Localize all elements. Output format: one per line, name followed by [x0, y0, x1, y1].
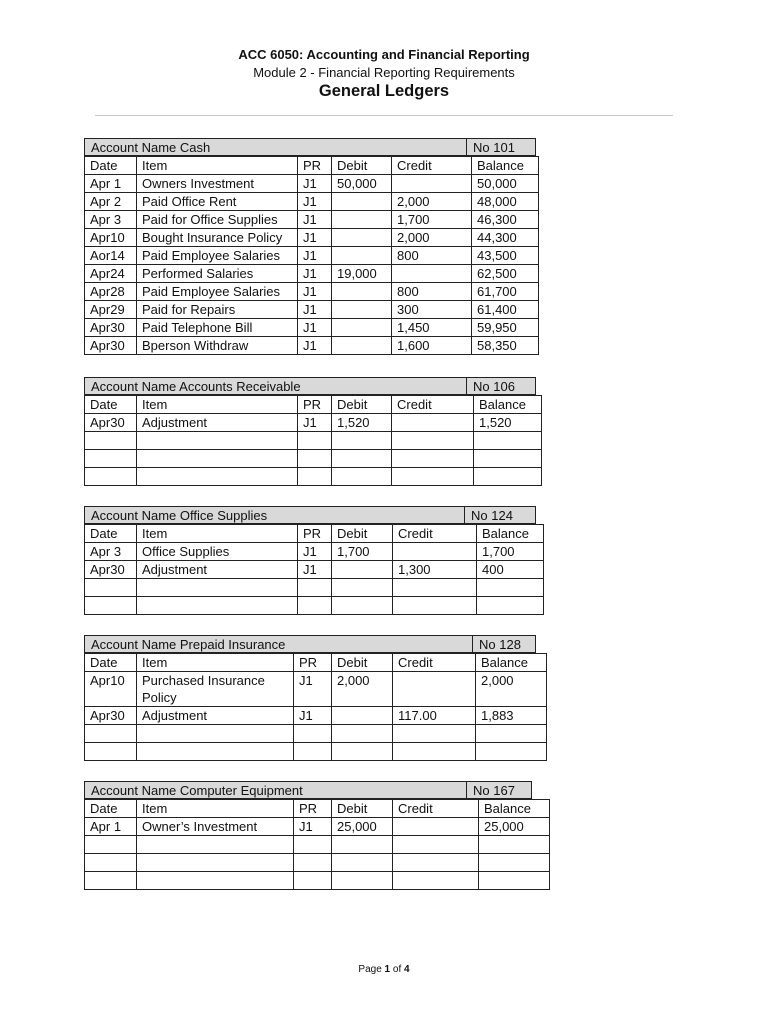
- cell-debit: [332, 872, 393, 890]
- column-header-debit: Debit: [332, 157, 392, 175]
- column-header-balance: Balance: [479, 800, 550, 818]
- cell-balance: 1,700: [477, 543, 544, 561]
- account-name: Account Name Accounts Receivable: [84, 377, 467, 395]
- table-row: [85, 468, 542, 486]
- account-number: No 128: [472, 635, 536, 653]
- table-row: [85, 265, 539, 283]
- cell-credit: [393, 672, 476, 707]
- column-header-balance: Balance: [476, 654, 547, 672]
- cell-item: [137, 579, 298, 597]
- cell-pr: [298, 432, 332, 450]
- cell-balance: 25,000: [479, 818, 550, 836]
- cell-pr: J1: [298, 175, 332, 193]
- ledger-table: [84, 524, 544, 615]
- cell-item: Office Supplies: [137, 543, 298, 561]
- cell-balance: 50,000: [472, 175, 539, 193]
- cell-balance: [476, 725, 547, 743]
- cell-credit: 300: [392, 301, 472, 319]
- table-row: [85, 872, 550, 890]
- cell-item: [137, 854, 294, 872]
- cell-balance: 58,350: [472, 337, 539, 355]
- cell-pr: J1: [294, 672, 332, 707]
- cell-credit: 800: [392, 247, 472, 265]
- cell-date: [85, 743, 137, 761]
- cell-credit: [392, 468, 474, 486]
- cell-item: Bperson Withdraw: [137, 337, 298, 355]
- cell-item: Performed Salaries: [137, 265, 298, 283]
- account-name: Account Name Office Supplies: [84, 506, 467, 524]
- cell-item: Adjustment: [137, 707, 294, 725]
- cell-date: Apr30: [85, 707, 137, 725]
- table-row: [85, 579, 544, 597]
- table-row: [85, 597, 544, 615]
- cell-credit: [392, 175, 472, 193]
- column-header-credit: Credit: [393, 525, 477, 543]
- cell-balance: 59,950: [472, 319, 539, 337]
- cell-date: Apr28: [85, 283, 137, 301]
- cell-debit: [332, 432, 392, 450]
- cell-date: Apr 3: [85, 543, 137, 561]
- column-header-date: Date: [85, 157, 137, 175]
- cell-item: [137, 432, 298, 450]
- account-number: No 124: [464, 506, 536, 524]
- account-name: Account Name Computer Equipment: [84, 781, 467, 799]
- cell-item: Owner’s Investment: [137, 818, 294, 836]
- cell-pr: J1: [298, 247, 332, 265]
- cell-balance: [479, 854, 550, 872]
- cell-date: Apr30: [85, 319, 137, 337]
- column-header-row: [85, 654, 547, 672]
- table-row: [85, 707, 547, 725]
- cell-balance: [474, 432, 542, 450]
- cell-credit: [393, 872, 479, 890]
- table-row: [85, 836, 550, 854]
- cell-credit: [393, 579, 477, 597]
- cell-pr: J1: [298, 211, 332, 229]
- cell-pr: J1: [298, 561, 332, 579]
- cell-debit: 25,000: [332, 818, 393, 836]
- cell-credit: [393, 818, 479, 836]
- page-title: General Ledgers: [318, 82, 450, 100]
- cell-date: Apr24: [85, 265, 137, 283]
- column-header-item: Item: [137, 157, 298, 175]
- cell-debit: [332, 579, 393, 597]
- account-header: [84, 506, 544, 524]
- column-header-balance: Balance: [472, 157, 539, 175]
- cell-pr: [298, 468, 332, 486]
- cell-item: Adjustment: [137, 561, 298, 579]
- ledger-1: [84, 377, 542, 486]
- cell-credit: [392, 414, 474, 432]
- cell-pr: J1: [298, 301, 332, 319]
- column-header-date: Date: [85, 800, 137, 818]
- cell-balance: [477, 579, 544, 597]
- account-header: [84, 138, 539, 156]
- column-header-row: [85, 800, 550, 818]
- cell-item: [137, 597, 298, 615]
- cell-debit: [332, 247, 392, 265]
- cell-pr: J1: [294, 818, 332, 836]
- cell-date: Apr30: [85, 337, 137, 355]
- cell-item: Paid Office Rent: [137, 193, 298, 211]
- cell-pr: J1: [294, 707, 332, 725]
- cell-item: [137, 743, 294, 761]
- cell-balance: [476, 743, 547, 761]
- cell-item: [137, 872, 294, 890]
- column-header-row: [85, 525, 544, 543]
- account-header: [84, 377, 542, 395]
- cell-debit: [332, 597, 393, 615]
- ledger-2: [84, 506, 544, 615]
- cell-balance: 44,300: [472, 229, 539, 247]
- cell-credit: [393, 836, 479, 854]
- column-header-debit: Debit: [332, 654, 393, 672]
- table-row: [85, 432, 542, 450]
- cell-debit: 50,000: [332, 175, 392, 193]
- cell-credit: [393, 725, 476, 743]
- cell-item: Owners Investment: [137, 175, 298, 193]
- cell-credit: 800: [392, 283, 472, 301]
- cell-credit: [392, 432, 474, 450]
- cell-item: Paid Telephone Bill: [137, 319, 298, 337]
- cell-balance: 1,520: [474, 414, 542, 432]
- cell-item: [137, 836, 294, 854]
- table-row: [85, 725, 547, 743]
- page-word: Page: [358, 964, 382, 975]
- table-row: [85, 818, 550, 836]
- ledger-4: [84, 781, 550, 890]
- cell-date: Apr30: [85, 561, 137, 579]
- table-row: [85, 283, 539, 301]
- column-header-credit: Credit: [393, 654, 476, 672]
- column-header-row: [85, 396, 542, 414]
- cell-debit: 1,520: [332, 414, 392, 432]
- table-row: [85, 337, 539, 355]
- table-row: [85, 193, 539, 211]
- cell-credit: 2,000: [392, 193, 472, 211]
- table-row: [85, 175, 539, 193]
- cell-debit: [332, 301, 392, 319]
- header-divider: [95, 115, 673, 116]
- cell-credit: 1,450: [392, 319, 472, 337]
- ledger-table: [84, 653, 547, 761]
- cell-pr: J1: [298, 319, 332, 337]
- cell-item: Paid for Repairs: [137, 301, 298, 319]
- cell-credit: [393, 543, 477, 561]
- table-row: [85, 211, 539, 229]
- account-number: No 101: [466, 138, 536, 156]
- table-row: [85, 854, 550, 872]
- cell-item: Paid for Office Supplies: [137, 211, 298, 229]
- table-row: [85, 672, 547, 707]
- cell-item: Paid Employee Salaries: [137, 247, 298, 265]
- column-header-balance: Balance: [477, 525, 544, 543]
- account-name: Account Name Cash: [84, 138, 467, 156]
- cell-debit: [332, 211, 392, 229]
- cell-pr: J1: [298, 543, 332, 561]
- column-header-pr: PR: [298, 525, 332, 543]
- ledger-table: [84, 395, 542, 486]
- cell-debit: 1,700: [332, 543, 393, 561]
- cell-pr: J1: [298, 193, 332, 211]
- cell-date: [85, 836, 137, 854]
- cell-credit: 1,700: [392, 211, 472, 229]
- column-header-item: Item: [137, 800, 294, 818]
- account-header: [84, 635, 547, 653]
- cell-pr: J1: [298, 229, 332, 247]
- cell-credit: [392, 265, 472, 283]
- cell-pr: [298, 450, 332, 468]
- ledger-0: [84, 138, 539, 355]
- cell-debit: 2,000: [332, 672, 393, 707]
- table-row: [85, 450, 542, 468]
- cell-date: Apr 1: [85, 175, 137, 193]
- cell-date: Apr29: [85, 301, 137, 319]
- cell-credit: [393, 597, 477, 615]
- column-header-credit: Credit: [392, 157, 472, 175]
- table-row: [85, 743, 547, 761]
- column-header-debit: Debit: [332, 800, 393, 818]
- column-header-item: Item: [137, 396, 298, 414]
- ledger-table: [84, 799, 550, 890]
- cell-pr: J1: [298, 265, 332, 283]
- cell-date: Aor14: [85, 247, 137, 265]
- cell-date: [85, 432, 137, 450]
- column-header-debit: Debit: [332, 396, 392, 414]
- cell-pr: [294, 836, 332, 854]
- column-header-item: Item: [137, 525, 298, 543]
- cell-date: [85, 468, 137, 486]
- cell-debit: [332, 193, 392, 211]
- column-header-credit: Credit: [393, 800, 479, 818]
- ledger-table: [84, 156, 539, 355]
- cell-date: Apr30: [85, 414, 137, 432]
- page-total: 4: [404, 964, 410, 975]
- cell-pr: J1: [298, 337, 332, 355]
- cell-debit: [332, 468, 392, 486]
- cell-balance: 61,700: [472, 283, 539, 301]
- cell-date: [85, 450, 137, 468]
- cell-balance: [479, 872, 550, 890]
- course-title: ACC 6050: Accounting and Financial Reporting: [238, 47, 530, 62]
- cell-balance: [474, 450, 542, 468]
- cell-debit: [332, 836, 393, 854]
- cell-balance: [474, 468, 542, 486]
- table-row: [85, 543, 544, 561]
- cell-credit: 2,000: [392, 229, 472, 247]
- cell-debit: [332, 725, 393, 743]
- cell-balance: 43,500: [472, 247, 539, 265]
- cell-debit: [332, 229, 392, 247]
- column-header-item: Item: [137, 654, 294, 672]
- cell-debit: [332, 707, 393, 725]
- account-number: No 106: [466, 377, 536, 395]
- cell-item: Purchased Insurance Policy: [137, 672, 294, 707]
- cell-item: [137, 450, 298, 468]
- cell-date: [85, 725, 137, 743]
- cell-date: [85, 579, 137, 597]
- cell-credit: 1,600: [392, 337, 472, 355]
- cell-balance: 2,000: [476, 672, 547, 707]
- page-current: 1: [384, 964, 391, 975]
- page-of: of: [392, 964, 402, 975]
- table-row: [85, 561, 544, 579]
- cell-date: [85, 854, 137, 872]
- table-row: [85, 414, 542, 432]
- cell-balance: 62,500: [472, 265, 539, 283]
- cell-credit: 1,300: [393, 561, 477, 579]
- cell-pr: [294, 872, 332, 890]
- cell-debit: [332, 319, 392, 337]
- module-subtitle: Module 2 - Financial Reporting Requirements: [253, 65, 515, 80]
- cell-pr: [298, 597, 332, 615]
- cell-debit: [332, 854, 393, 872]
- cell-credit: [392, 450, 474, 468]
- cell-balance: 400: [477, 561, 544, 579]
- cell-date: [85, 597, 137, 615]
- cell-balance: [479, 836, 550, 854]
- column-header-balance: Balance: [474, 396, 542, 414]
- cell-debit: [332, 743, 393, 761]
- cell-balance: 61,400: [472, 301, 539, 319]
- cell-date: [85, 872, 137, 890]
- cell-date: Apr10: [85, 229, 137, 247]
- cell-item: Adjustment: [137, 414, 298, 432]
- cell-balance: 46,300: [472, 211, 539, 229]
- cell-item: Bought Insurance Policy: [137, 229, 298, 247]
- cell-debit: [332, 450, 392, 468]
- table-row: [85, 229, 539, 247]
- account-header: [84, 781, 550, 799]
- table-row: [85, 247, 539, 265]
- cell-balance: 48,000: [472, 193, 539, 211]
- cell-balance: 1,883: [476, 707, 547, 725]
- cell-debit: 19,000: [332, 265, 392, 283]
- page-footer: [0, 964, 768, 975]
- cell-credit: [393, 854, 479, 872]
- cell-credit: 117.00: [393, 707, 476, 725]
- cell-date: Apr 3: [85, 211, 137, 229]
- column-header-credit: Credit: [392, 396, 474, 414]
- cell-pr: [298, 579, 332, 597]
- cell-debit: [332, 283, 392, 301]
- cell-item: [137, 468, 298, 486]
- account-name: Account Name Prepaid Insurance: [84, 635, 473, 653]
- column-header-date: Date: [85, 525, 137, 543]
- cell-credit: [393, 743, 476, 761]
- account-number: No 167: [466, 781, 532, 799]
- cell-item: Paid Employee Salaries: [137, 283, 298, 301]
- table-row: [85, 319, 539, 337]
- column-header-pr: PR: [294, 654, 332, 672]
- cell-debit: [332, 337, 392, 355]
- ledger-3: [84, 635, 547, 761]
- cell-pr: J1: [298, 283, 332, 301]
- cell-pr: [294, 854, 332, 872]
- cell-debit: [332, 561, 393, 579]
- cell-pr: [294, 743, 332, 761]
- cell-date: Apr 2: [85, 193, 137, 211]
- column-header-pr: PR: [298, 157, 332, 175]
- cell-pr: [294, 725, 332, 743]
- column-header-date: Date: [85, 396, 137, 414]
- table-row: [85, 301, 539, 319]
- cell-pr: J1: [298, 414, 332, 432]
- column-header-row: [85, 157, 539, 175]
- column-header-pr: PR: [294, 800, 332, 818]
- column-header-pr: PR: [298, 396, 332, 414]
- cell-date: Apr10: [85, 672, 137, 707]
- cell-date: Apr 1: [85, 818, 137, 836]
- column-header-debit: Debit: [332, 525, 393, 543]
- cell-item: [137, 725, 294, 743]
- column-header-date: Date: [85, 654, 137, 672]
- cell-balance: [477, 597, 544, 615]
